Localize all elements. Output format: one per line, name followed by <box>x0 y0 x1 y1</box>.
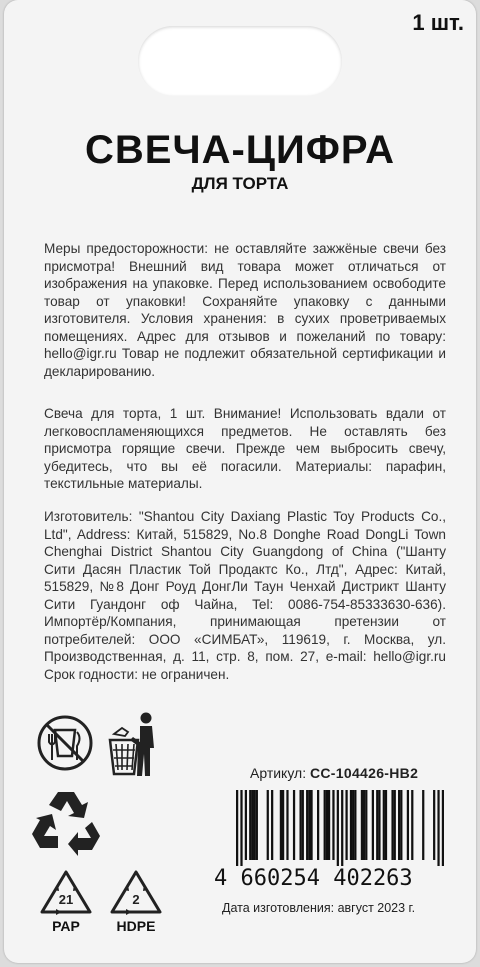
barcode-bar <box>280 790 282 860</box>
tidy-man-icon <box>106 712 166 778</box>
hang-hole <box>138 26 342 96</box>
barcode-bar <box>324 790 326 860</box>
product-title: СВЕЧА-ЦИФРА <box>85 128 395 172</box>
barcode-bar <box>391 790 393 860</box>
barcode-bar <box>302 790 304 860</box>
barcode-bar <box>240 790 242 866</box>
barcode-bar <box>383 790 385 860</box>
barcode-bar <box>256 790 258 860</box>
manufacturer-paragraph: Изготовитель: "Shantou City Daxiang Plastic Toy Products Co., Ltd", Address: Китай, 515829, No.8 Donghe Road DongLi Town Chenghai District Shantou City Guangdong of China ("Шанту Сити Дасян Пластик Той Продактс Ко., Лтд", Адрес: Китай, 515829, №8 Донг Роуд ДонгЛи Таун Ченхай Дистрикт Шанту Сити Гуандонг оф Чайна, Tel: 0086-754-85333630-636). Импортёр/Компания, принимающая претензии от потребителей: ООО «СИМБАТ», 119619, г. Москва, ул. Производственная, д. 11, стр. 8, пом. 27, e-mail: hello@igr.ru Срок годности: не ограничен. <box>44 509 446 682</box>
barcode-bar <box>354 790 356 860</box>
barcode-bar <box>299 790 301 860</box>
safety-paragraph: Меры предосторожности: не оставляйте зажжёные свечи без присмотра! Внешний вид товара может отличаться от изображения на упаковке. Перед использованием освободите товар от упаковки! Сохраняйте упаковку с данными изготовителя. Условия хранения: в сухих проветриваемых помещениях. Адрес для отзывов и пожеланий по товару: hello@igr.ru Товар не подлежит обязательной сертификации и декларированию. <box>44 241 446 379</box>
barcode-bar <box>236 790 238 866</box>
barcode-bar <box>350 790 352 860</box>
recycle-pap-icon <box>38 868 94 918</box>
not-food-contact-icon <box>36 714 94 772</box>
barcode-bar <box>267 790 269 860</box>
article-code: CC-104426-HB2 <box>309 765 419 781</box>
barcode-bar <box>345 790 347 860</box>
article-label: Артикул: <box>250 765 307 781</box>
barcode-bar <box>376 790 378 860</box>
pap-label: PAP <box>52 918 80 934</box>
recycle-hdpe-icon <box>108 868 164 918</box>
barcode-bar <box>326 790 328 860</box>
barcode-bar <box>363 790 365 860</box>
barcode-bar <box>361 790 363 860</box>
quantity-label: 1 шт. <box>412 10 464 35</box>
barcode-bar <box>398 790 400 860</box>
barcode-bar <box>372 790 374 860</box>
barcode-bar <box>385 790 387 860</box>
barcode-bar <box>293 790 295 860</box>
barcode-bar <box>411 790 413 860</box>
barcode-bar <box>378 790 380 860</box>
barcode-bar <box>332 790 334 860</box>
barcode-bar <box>365 790 367 860</box>
barcode-bar <box>286 790 288 860</box>
barcode-bar <box>254 790 256 860</box>
barcode-bar <box>433 790 435 860</box>
barcode-bar <box>437 790 439 866</box>
barcode-bar <box>328 790 330 860</box>
article-line <box>250 765 418 781</box>
barcode-bar <box>308 790 310 860</box>
barcode-bar <box>271 790 273 860</box>
hdpe-label: HDPE <box>116 918 156 934</box>
hdpe-number: 2 <box>132 892 140 907</box>
barcode-bar <box>400 790 402 860</box>
barcode-bar <box>282 790 284 860</box>
recycle-icon <box>30 786 102 858</box>
product-subtitle: ДЛЯ ТОРТА <box>191 174 289 193</box>
pap-number: 21 <box>58 892 74 907</box>
barcode-bar <box>251 790 253 860</box>
barcode-bar <box>352 790 354 860</box>
barcode-bar <box>422 790 424 860</box>
barcode-digits: 4 660254 402263 <box>214 866 413 891</box>
barcode-bar <box>249 790 251 860</box>
barcode-bar <box>337 790 339 866</box>
barcode-bar <box>407 790 409 860</box>
barcode-bar <box>245 790 247 860</box>
barcode-bar <box>394 790 396 860</box>
barcode-bar <box>306 790 308 860</box>
usage-paragraph: Свеча для торта, 1 шт. Внимание! Использовать вдали от легковоспламеняющихся предметов. Не оставлять без присмотра горящие свечи. Прежде чем выбросить свечу, убедитесь, что вы её погасили. Материалы: парафин, текстильные материалы. <box>44 406 446 491</box>
barcode-bar <box>341 790 343 866</box>
barcode-bar <box>310 790 312 860</box>
barcode <box>236 790 444 866</box>
barcode-bar <box>442 790 444 866</box>
manufacture-date: Дата изготовления: август 2023 г. <box>222 901 416 915</box>
barcode-bar <box>317 790 319 860</box>
